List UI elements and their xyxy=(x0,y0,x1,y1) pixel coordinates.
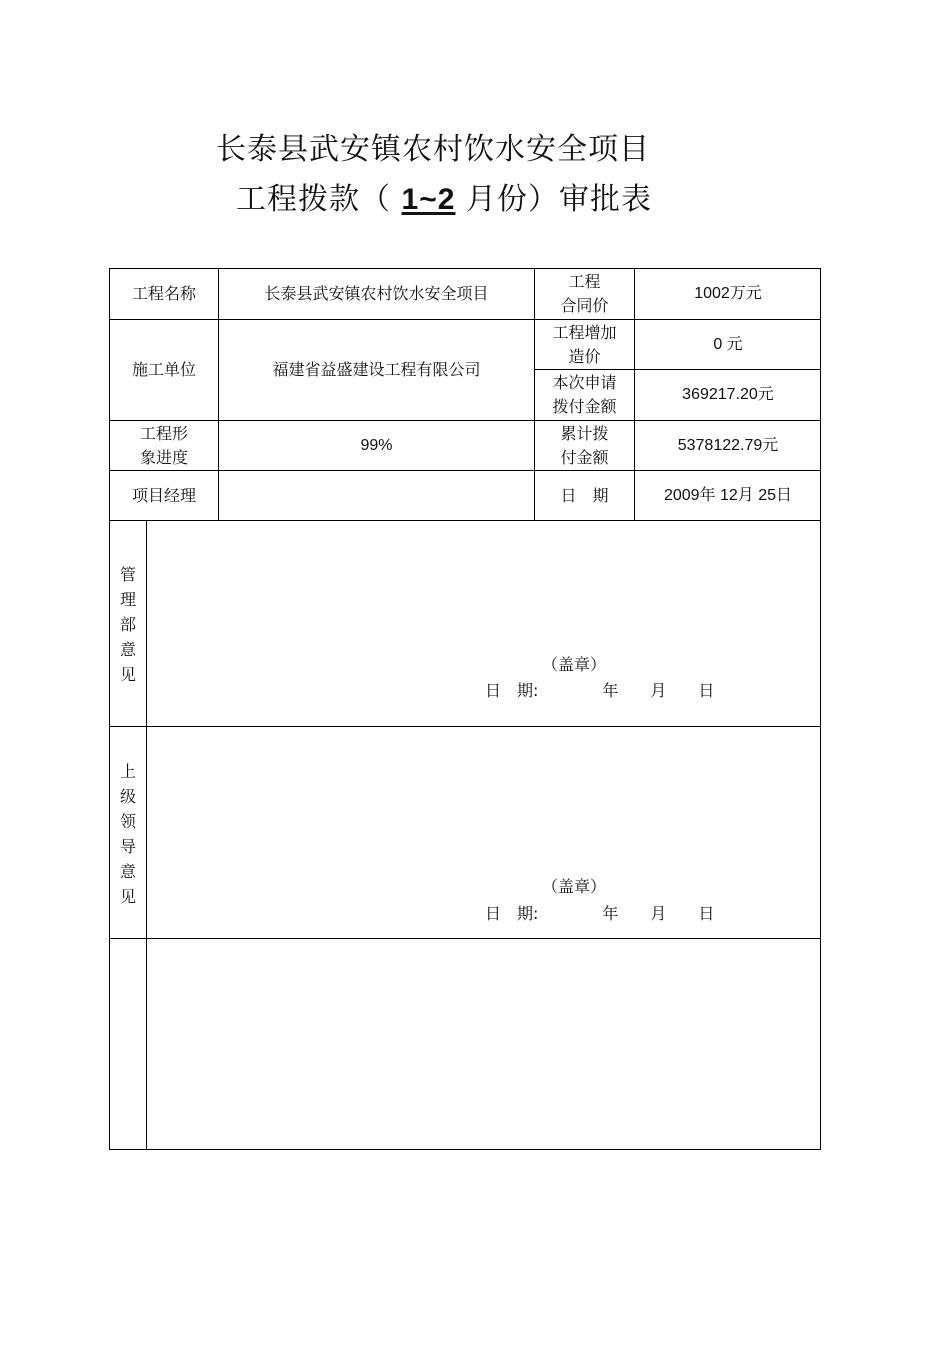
added-cost-label-line2: 造价 xyxy=(568,346,601,366)
document-subtitle xyxy=(236,174,652,218)
blank-section xyxy=(147,939,820,1149)
added-cost-label-line1: 工程增加 xyxy=(552,322,617,342)
label-char: 管 xyxy=(119,565,136,584)
current-request-label-line1: 本次申请 xyxy=(552,373,617,392)
cumulative-label-line2: 付金额 xyxy=(560,447,609,467)
leader-opinion-label xyxy=(110,759,146,909)
document-title: 长泰县武安镇农村饮水安全项目 xyxy=(216,132,650,167)
current-request-value: 369217.20元 xyxy=(682,386,774,403)
label-char: 上 xyxy=(119,762,136,781)
contract-price-label-line2: 合同价 xyxy=(560,296,609,315)
contract-price-label-line1: 工程 xyxy=(568,272,601,291)
date-label: 日 期 xyxy=(560,485,609,505)
row-divider xyxy=(109,520,821,521)
label-char: 理 xyxy=(119,590,136,609)
contractor-value: 福建省益盛建设工程有限公司 xyxy=(272,360,481,379)
project-name-label: 工程名称 xyxy=(131,284,196,303)
current-request-label xyxy=(535,370,634,420)
management-opinion-label xyxy=(110,562,146,687)
contract-price-value: 1002万元 xyxy=(694,285,762,302)
added-cost-label xyxy=(535,320,634,369)
month-range: 1~2 xyxy=(401,183,456,216)
seal-label: （盖章） xyxy=(542,877,607,896)
subtitle-suffix: 月份）审批表 xyxy=(455,182,652,217)
label-char: 意 xyxy=(119,640,136,659)
project-name-value: 长泰县武安镇农村饮水安全项目 xyxy=(264,284,489,303)
label-char: 意 xyxy=(119,862,136,881)
cumulative-value: 5378122.79元 xyxy=(677,436,779,454)
progress-value: 99% xyxy=(360,436,393,454)
label-char: 见 xyxy=(119,887,136,906)
progress-label xyxy=(110,421,218,470)
date-value: 2009年 12月 25日 xyxy=(663,486,793,504)
label-char: 领 xyxy=(119,812,136,831)
manager-label: 项目经理 xyxy=(131,485,196,505)
current-request-label-line2: 拨付金额 xyxy=(552,397,617,416)
progress-label-line2: 象进度 xyxy=(139,447,188,467)
seal-label: （盖章） xyxy=(542,655,607,674)
contract-price-label xyxy=(535,269,634,319)
contractor-label: 施工单位 xyxy=(131,360,196,379)
progress-label-line1: 工程形 xyxy=(139,423,188,443)
label-char: 见 xyxy=(119,665,136,684)
added-cost-value: 0 元 xyxy=(713,335,743,353)
label-char: 部 xyxy=(119,615,136,634)
cumulative-label xyxy=(535,421,634,470)
manager-value[interactable] xyxy=(219,471,534,520)
label-char: 导 xyxy=(119,837,136,856)
label-char: 级 xyxy=(119,787,136,806)
subtitle-prefix: 工程拨款（ xyxy=(236,182,402,217)
row-divider xyxy=(109,726,821,727)
cumulative-label-line1: 累计拨 xyxy=(560,423,609,443)
signature-date-line: 日 期: 年 月 日 xyxy=(485,904,715,923)
signature-date-line: 日 期: 年 月 日 xyxy=(485,681,715,700)
